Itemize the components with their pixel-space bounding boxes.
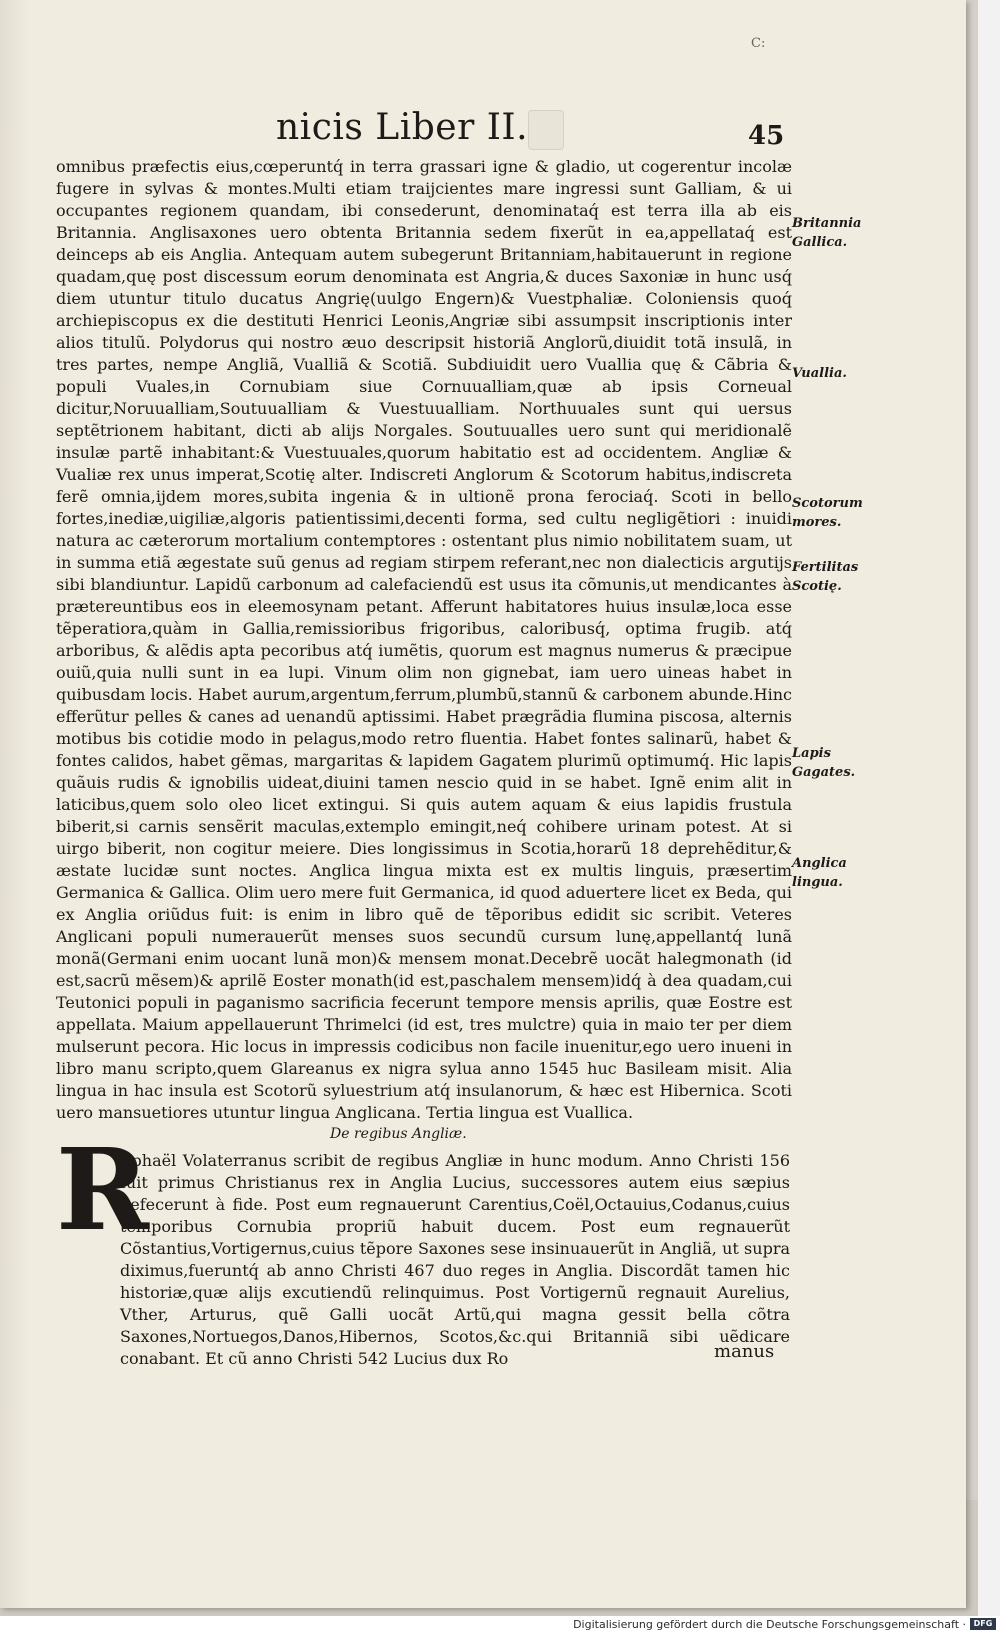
section-text-block: Aphaël Volaterranus scribit de regibus Angliæ in hunc modum. Anno Christi 156 fuit primus Christianus rex in Anglia Lucius, successores autem eius sæpius defecerunt à fide. Post eum regnauerunt Carentius,Coël,Octauius,Codanus,cuius temporibus Cornubia propriũ habuit ducem. Post eum regnauerũt Cõstantius,Vortigernus,cuius tẽpore Saxones sese insinuauerũt in Angliã, ut supra diximus,fueruntq́ ab anno Christi 467 duo reges in Anglia. Discordãt tamen hic historiæ,quæ alijs excutiendũ relinquimus. Post Vortigernũ regnauit Aurelius, Vther, Arturus, quẽ Galli uocãt Artũ,qui magna gessit bella cõtra Saxones,Nortuegos,Danos,Hibernos, Scotos,&c.qui Britanniã sibi uẽdicare conabant. Et cũ anno Christi 542 Lucius dux Ro <box>120 1151 790 1368</box>
page-number: 45 <box>748 121 785 151</box>
running-head-title: nicis Liber II. <box>276 107 529 148</box>
catchword: manus <box>714 1341 775 1362</box>
margin-note-vuallia: Vuallia. <box>792 366 847 381</box>
margin-note-anglica: Anglica lingua. <box>792 856 847 890</box>
section-heading: De regibus Angliæ. <box>330 1126 467 1142</box>
margin-note-fertilitas: Fertilitas Scotię. <box>792 560 859 594</box>
scan-right-edge <box>978 0 1000 1616</box>
corner-mark: C: <box>751 36 766 51</box>
show-through-glyph <box>528 110 564 150</box>
margin-note-britannia: Britannia Gallica. <box>792 216 862 250</box>
margin-note-scotorum: Scotorum mores. <box>792 496 863 530</box>
gutter-shadow <box>0 0 30 1608</box>
digitization-credit-bar <box>0 1616 1000 1633</box>
margin-note-lapis: Lapis Gagates. <box>792 746 856 780</box>
digitization-credit-text: Digitalisierung gefördert durch die Deutsche Forschungsgemeinschaft · <box>573 1618 966 1631</box>
dfg-logo-icon: DFG <box>970 1618 996 1630</box>
main-text-block: omnibus præfectis eius,cœperuntq́ in terra grassari igne & gladio, ut cogerentur incolæ fugere in sylvas & montes.Multi etiam traijcientes mare ingressi sunt Galliam, & ui occupantes regionem quandam, ibi consederunt, denominataq́ est terra illa ab eis Britannia. Anglisaxones uero obtenta Britannia sedem fixerũt in ea,appellataq́ est deinceps ab eis Anglia. Antequam autem subegerunt Britanniam,habitauerunt in regione quadam,quę post discessum eorum denominata est Angria,& duces Saxoniæ in hunc usq́ diem utuntur titulo ducatus Angrię(uulgo Engern)& Vuestphaliæ. Coloniensis quoq́ archiepiscopus ex die destituti Henrici Leonis,Angriæ sibi assumpsit inscriptionis inter alios titulũ. Polydorus qui nostro æuo descripsit historiã Anglorũ,diuidit totã insulã, in tres partes, nempe Angliã, Vualliã & Scotiã. Subdiuidit uero Vuallia quę & Cãbria & populi Vuales,in Cornubiam siue Cornuualliam,quæ ab ipsis Corneual dicitur,Noruualliam,Soutuualliam & Vuestuualliam. Northuuales sunt qui uersus septẽtrionem habitant, dicti ab alijs Norgales. Soutuualles uero sunt qui meridionalẽ insulæ partẽ inhabitant:& Vuestuuales,quorum habitatio est ad occidentem. Angliæ & Vualiæ rex unus imperat,Scotię alter. Indiscreti Anglorum & Scotorum habitus,indiscreta ferẽ omnia,ijdem mores,subita ingenia & in ultionẽ prona ferociaq́. Scoti in bello fortes,inediæ,uigiliæ,algoris patientissimi,decenti forma, sed cultu negligẽtiori : inuidi natura ac cæterorum mortalium contemptores : ostentant plus nimio nobilitatem suam, ut in summa etiã ægestate suũ genus ad regiam stirpem referant,nec non dialecticis argutijs sibi blandiuntur. Lapidũ carbonum ad calefaciendũ est usus ita cõmunis,ut mendicantes à prætereuntibus eos in eleemosynam petant. Afferunt habitatores huius insulæ,loca esse tẽperatiora,quàm in Gallia,remissioribus frigoribus, caloribusq́, optima frugib. atq́ arboribus, & alẽdis apta pecoribus atq́ iumẽtis, quorum est magnus numerus & præcipue ouiũ,quia nulli sunt in ea lupi. Vinum olim non gignebat, iam uero uineas habet in quibusdam locis. Habet aurum,argentum,ferrum,plumbũ,stannũ & carbonem abunde.Hinc efferũtur pelles & canes ad uenandũ aptissimi. Habet prægrãdia flumina piscosa, alternis motibus bis cotidie modo in pelagus,modo retro fluentia. Habet fontes salinarũ, habet & fontes calidos, habet gẽmas, margaritas & lapidem Gagatem plurimũ optimumq́. Hic lapis quãuis rudis & ignobilis uideat,diuini tamen nescio quid in se habet. Ignẽ enim alit in laticibus,quem solo oleo licet extingui. Si quis autem aquam & eius lapidis frustula biberit,si carnis sensẽrit maculas,extemplo emingit,neq́ cohibere urinam potest. At si uirgo biberit, non cogitur meiere. Dies longissimus in Scotia,horarũ 18 deprehẽditur,& æstate lucidæ sunt noctes. Anglica lingua mixta est ex multis linguis, præsertim Germanica & Gallica. Olim uero mere fuit Germanica, id quod aduertere licet ex Beda, qui ex Anglia oriũdus fuit: is enim in libro quẽ de tẽporibus edidit sic scribit. Veteres Anglicani populi numerauerũt menses suos secundũ cursum lunę,appellantq́ lunã monã(Germani enim uocant lunã mon)& mensem monat.Decebrẽ uocãt halegmonath (id est,sacrũ mẽsem)& aprilẽ Eoster monath(id est,paschalem mensem)idq́ à dea quadam,cui Teutonici populi in paganismo sacrificia fecerunt tempore mensis aprilis, quæ Eostre est appellata. Maium appellauerunt Thrimelci (id est, tres mulctre) quia in maio ter per diem mulserunt pecora. Hic locus in impressis codicibus non facile inuenitur,ego uero inueni in libro manu scripto,quem Glareanus ex nigra sylua anno 1545 huc Basileam misit. Alia lingua in hac insula est Scotorũ syluestrium atq́ insulanorum, & hæc est Hibernica. Scoti uero mansuetiores utuntur lingua Anglicana. Tertia lingua est Vuallica. <box>56 157 792 1122</box>
drop-cap-initial: R <box>56 1125 150 1256</box>
